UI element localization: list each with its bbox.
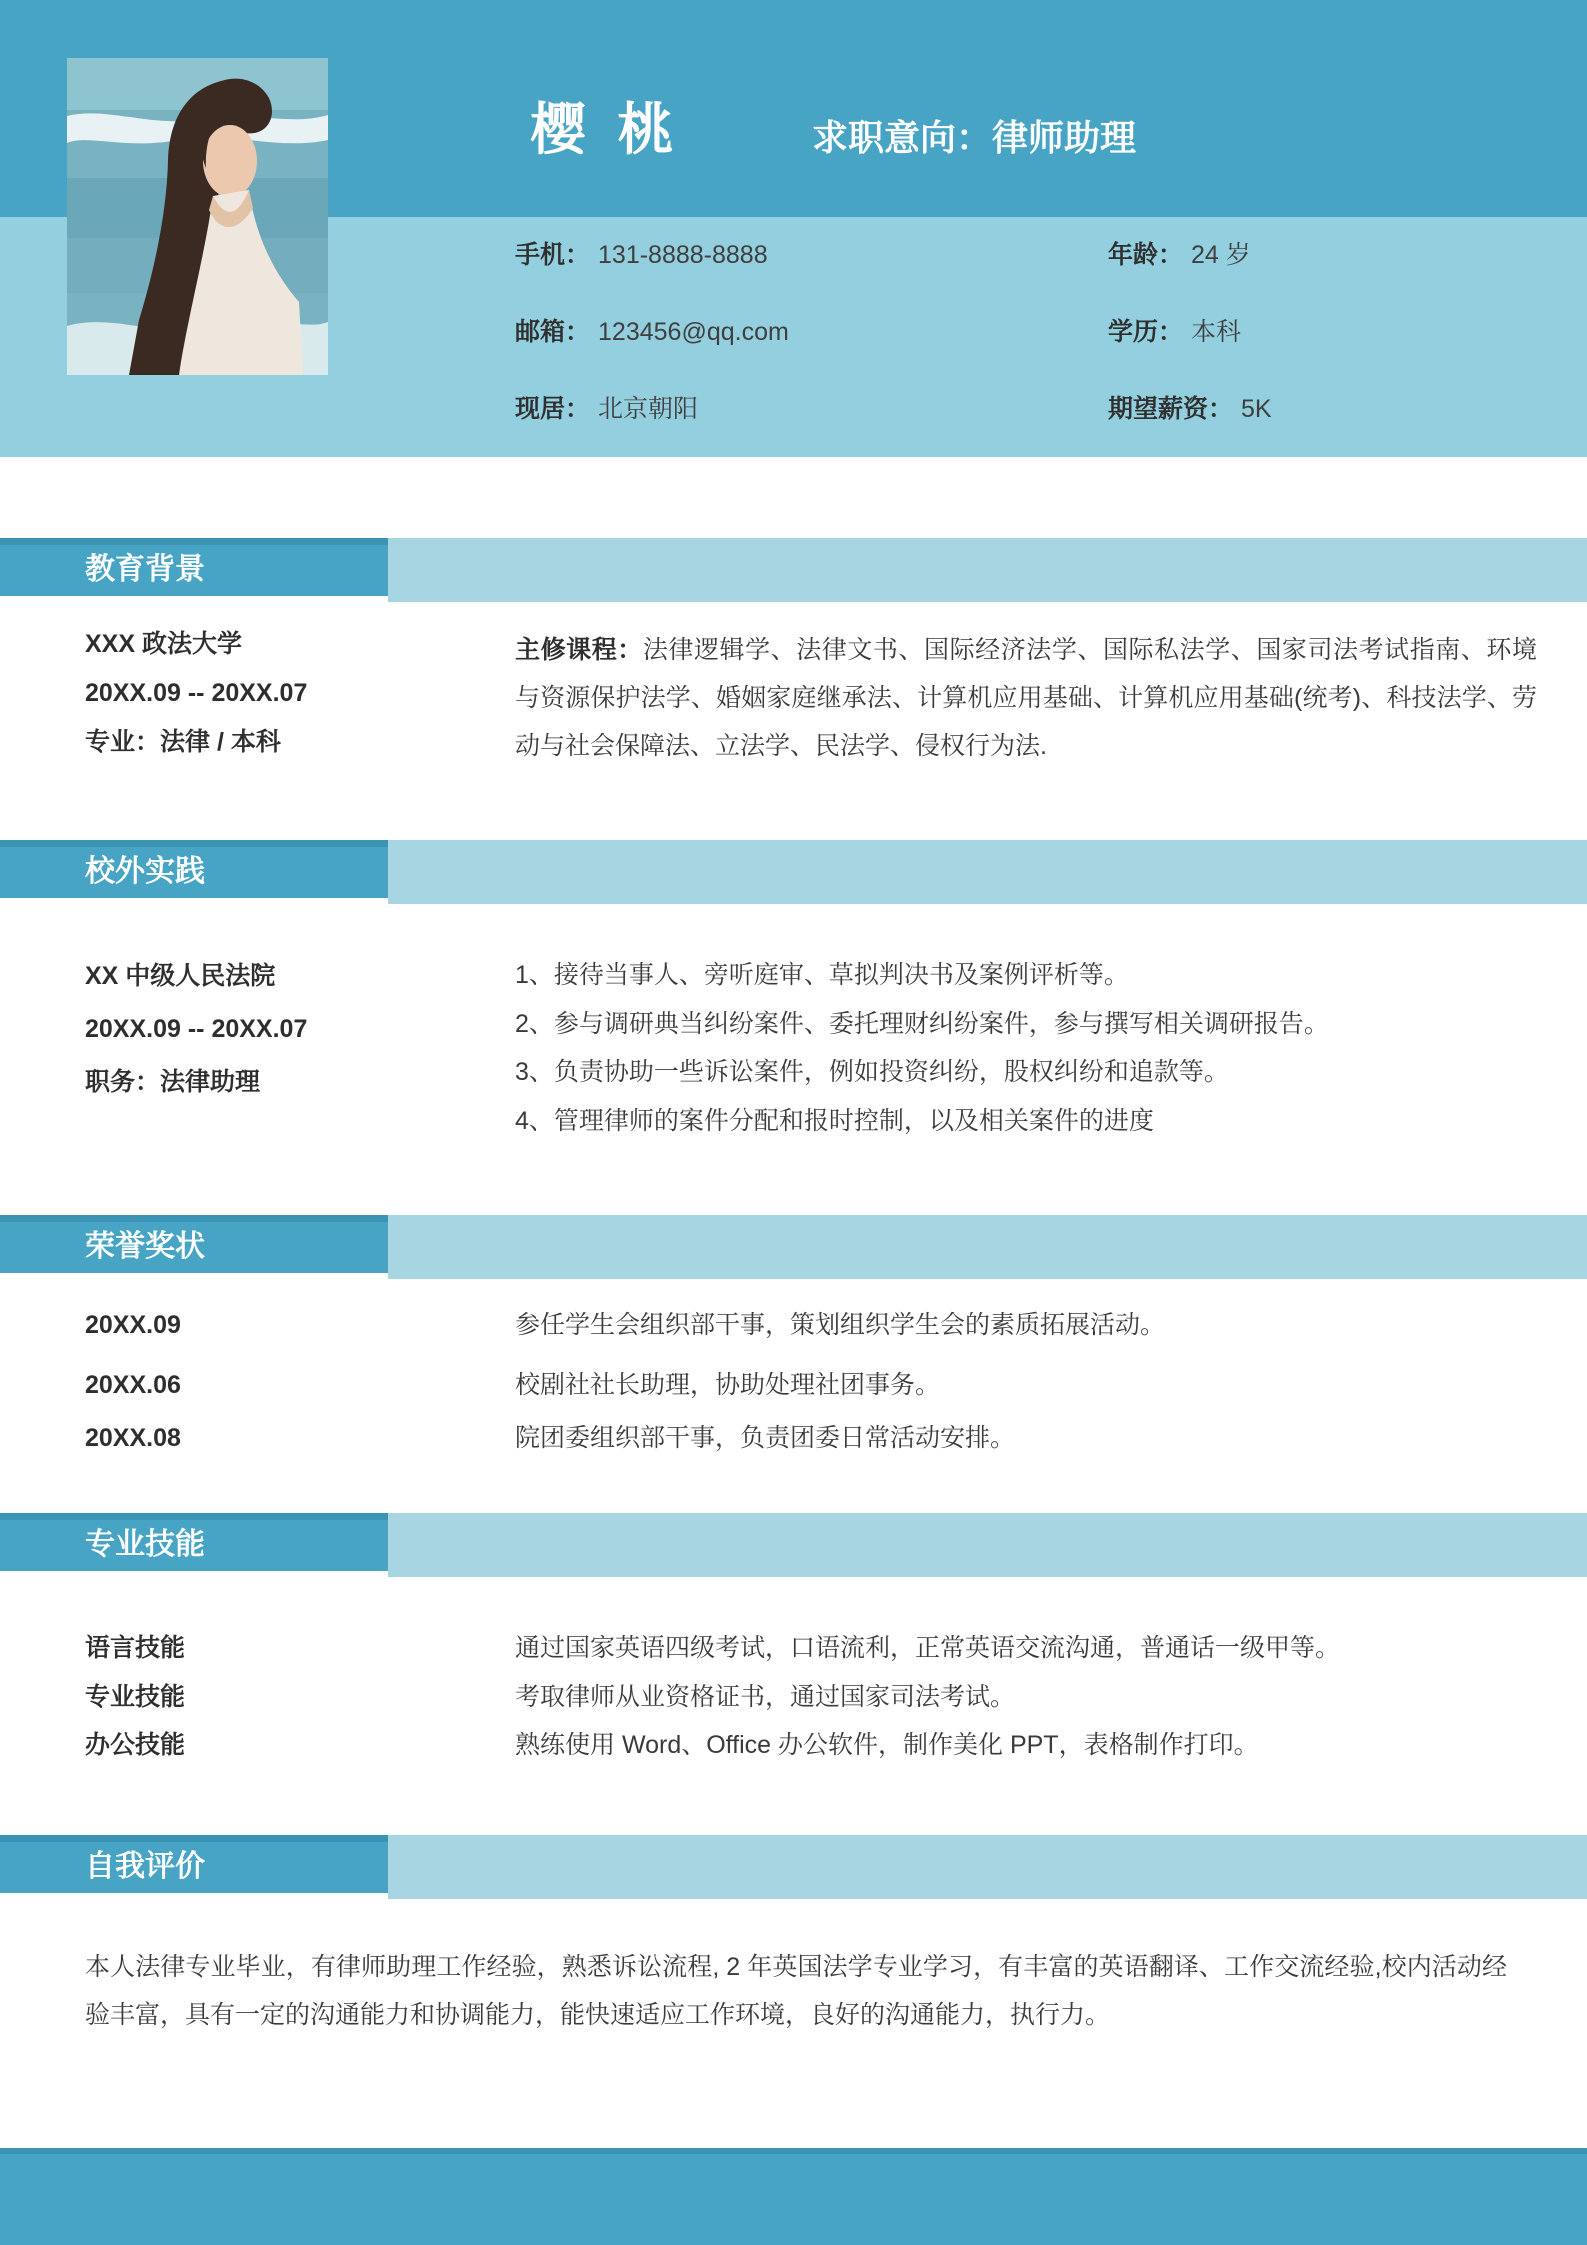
contact-degree-label: 学历： <box>1108 318 1184 346</box>
education-major: 专业：法律 / 本科 <box>85 728 281 756</box>
contact-phone-label: 手机： <box>515 241 591 269</box>
profile-photo <box>67 58 328 375</box>
evaluation-section-title: 自我评价 <box>0 1835 388 1893</box>
contact-age-value: 24 岁 <box>1191 241 1251 269</box>
honor-row <box>0 1310 1587 1340</box>
evaluation-text: 本人法律专业毕业，有律师助理工作经验，熟悉诉讼流程, 2 年英国法学专业学习，有丰富的英语翻译、工作交流经验,校内活动经验丰富，具有一定的沟通能力和协调能力，能快速适应工作环境，良好的沟通能力，执行力。 <box>85 1953 1507 2029</box>
honor-row <box>0 1370 1587 1400</box>
contact-location-value: 北京朝阳 <box>598 395 699 423</box>
practice-duty-item: 4、管理律师的案件分配和报时控制，以及相关案件的进度 <box>515 1106 1154 1135</box>
skill-row <box>0 1633 1587 1663</box>
contact-email <box>515 317 789 347</box>
skill-row <box>0 1682 1587 1712</box>
education-period: 20XX.09 -- 20XX.07 <box>85 679 308 707</box>
education-courses <box>515 626 1537 770</box>
honors-header-band <box>388 1215 1587 1279</box>
contact-age-label: 年龄： <box>1108 241 1184 269</box>
contact-degree <box>1108 317 1241 347</box>
evaluation-header-band <box>388 1835 1587 1899</box>
skills-section-title: 专业技能 <box>0 1513 388 1571</box>
education-left-column <box>85 620 307 767</box>
honor-date: 20XX.09 <box>85 1311 181 1339</box>
skill-desc: 考取律师从业资格证书，通过国家司法考试。 <box>515 1683 1016 1711</box>
skill-label: 办公技能 <box>85 1731 186 1759</box>
candidate-name: 樱 桃 <box>530 98 682 161</box>
practice-header-band <box>388 840 1587 904</box>
contact-degree-value: 本科 <box>1191 318 1242 346</box>
honor-desc: 院团委组织部干事，负责团委日常活动安排。 <box>515 1424 1016 1452</box>
honor-date: 20XX.08 <box>85 1424 181 1452</box>
skill-label: 语言技能 <box>85 1634 186 1662</box>
honor-desc: 校剧社社长助理，协助处理社团事务。 <box>515 1371 941 1399</box>
skill-desc: 通过国家英语四级考试，口语流利，正常英语交流沟通，普通话一级甲等。 <box>515 1634 1341 1662</box>
skill-row <box>0 1730 1587 1760</box>
contact-salary <box>1108 394 1272 424</box>
practice-role: 职务：法律助理 <box>85 1068 261 1096</box>
job-intent: 求职意向：律师助理 <box>812 117 1137 158</box>
contact-phone-value: 131-8888-8888 <box>598 241 768 269</box>
skill-label: 专业技能 <box>85 1683 186 1711</box>
honor-date: 20XX.06 <box>85 1371 181 1399</box>
skills-header-band <box>388 1513 1587 1577</box>
education-header-band <box>388 538 1587 602</box>
practice-duty-item: 3、负责协助一些诉讼案件，例如投资纠纷，股权纠纷和追款等。 <box>515 1058 1229 1086</box>
contact-location <box>515 394 698 424</box>
contact-phone <box>515 240 768 270</box>
practice-section-title: 校外实践 <box>0 840 388 898</box>
education-school: XXX 政法大学 <box>85 630 242 658</box>
education-courses-text: 法律逻辑学、法律文书、国际经济法学、国际私法学、国家司法考试指南、环境与资源保护法学、婚姻家庭继承法、计算机应用基础、计算机应用基础(统考)、科技法学、劳动与社会保障法、立法学、民法学、侵权行为法. <box>515 636 1537 760</box>
honors-section-title: 荣誉奖状 <box>0 1215 388 1273</box>
practice-duty-item: 1、接待当事人、旁听庭审、草拟判决书及案例评析等。 <box>515 961 1129 989</box>
skill-desc: 熟练使用 Word、Office 办公软件，制作美化 PPT，表格制作打印。 <box>515 1731 1259 1759</box>
honor-row <box>0 1423 1587 1453</box>
practice-duty-item: 2、参与调研典当纠纷案件、委托理财纠纷案件，参与撰写相关调研报告。 <box>515 1009 1329 1038</box>
contact-salary-value: 5K <box>1241 395 1272 423</box>
contact-salary-label: 期望薪资： <box>1108 395 1234 423</box>
practice-org: XX 中级人民法院 <box>85 962 276 990</box>
contact-location-label: 现居： <box>515 395 591 423</box>
practice-duty-list <box>515 951 1575 1145</box>
contact-email-label: 邮箱： <box>515 318 591 346</box>
contact-email-value: 123456@qq.com <box>598 318 789 346</box>
practice-left-column <box>85 950 307 1109</box>
education-courses-label: 主修课程： <box>515 636 643 664</box>
contact-age <box>1108 240 1251 270</box>
footer-band <box>0 2148 1587 2245</box>
practice-period: 20XX.09 -- 20XX.07 <box>85 1015 308 1043</box>
education-section-title: 教育背景 <box>0 538 388 596</box>
honor-desc: 参任学生会组织部干事，策划组织学生会的素质拓展活动。 <box>515 1311 1166 1339</box>
